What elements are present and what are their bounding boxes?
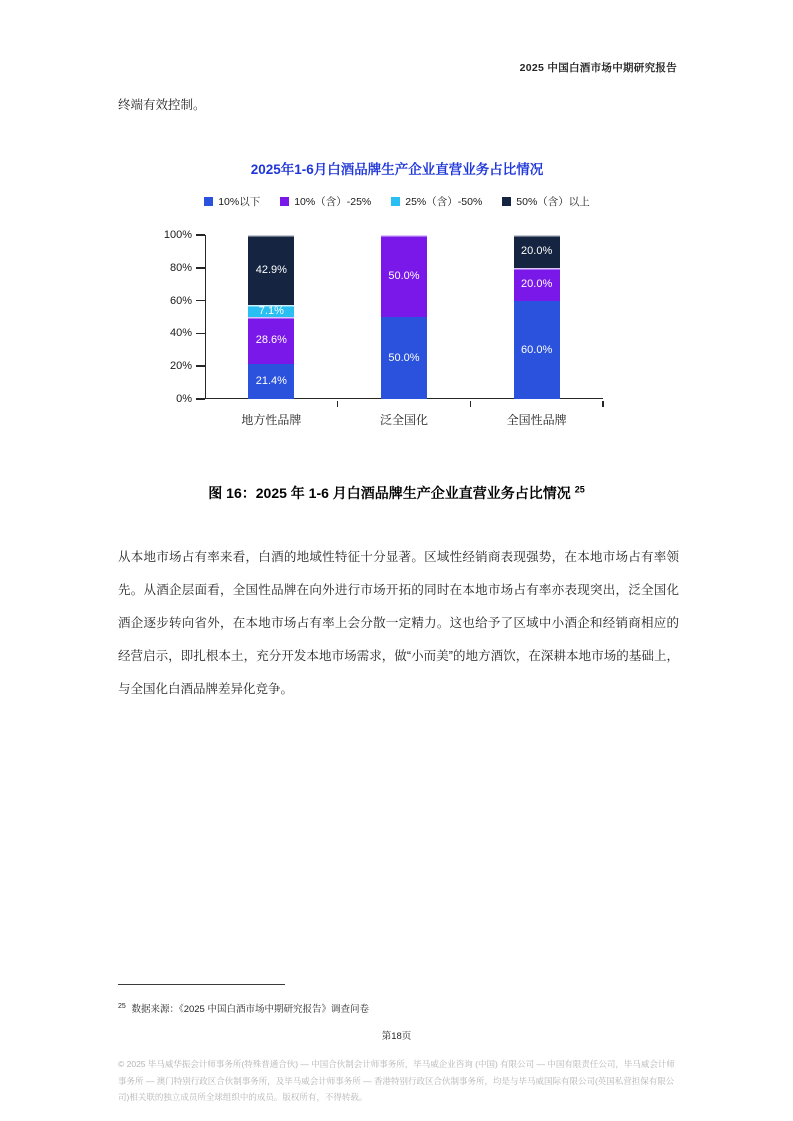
bar-segment <box>248 305 294 317</box>
bar-segment-value-label: 20.0% <box>521 278 553 291</box>
legend-swatch-icon <box>391 197 400 206</box>
bar-segment-value-label: 42.9% <box>255 264 287 277</box>
footnote-divider <box>118 984 285 985</box>
y-axis-tick-label: 80% <box>169 261 192 274</box>
footnote <box>118 1001 369 1015</box>
figure-caption <box>0 483 793 503</box>
bar-segment <box>248 317 294 364</box>
figure-caption-text: 图 16：2025 年 1-6 月白酒品牌生产企业直营业务占比情况 <box>208 485 571 501</box>
x-axis-tick-mark <box>337 401 339 407</box>
x-axis-category-label: 地方性品牌 <box>241 413 302 427</box>
bar-泛全国化 <box>381 235 427 399</box>
bar-segment-value-label: 50.0% <box>388 352 420 364</box>
bar-segment <box>381 317 427 399</box>
legend-label: 25%（含）-50% <box>405 196 483 208</box>
y-axis-tick-mark <box>196 267 205 269</box>
bar-segment <box>248 364 294 399</box>
bar-segment-value-label: 21.4% <box>255 375 287 388</box>
y-axis-tick-label: 20% <box>169 360 192 373</box>
y-axis-tick-label: 100% <box>163 229 192 241</box>
bar-segment <box>514 268 560 301</box>
footer-copyright: © 2025 毕马威华振会计师事务所(特殊普通合伙) — 中国合伙制会计师事务所，毕马威企业咨询 (中国) 有限公司 — 中国有限责任公司，毕马威会计师事务所 — 澳门特别行政区合伙制事务所，及毕马威会计师事务所 — 香港特别行政区合伙制事务所，均是与毕马威国际有限公司(英国私营担保有限公司)相关联的独立成员所全球组织中的成员。版权所有，不得转载。 <box>118 1059 675 1103</box>
footnote-marker: 25 <box>118 1002 126 1010</box>
chart-title: 2025年1-6月白酒品牌生产企业直营业务占比情况 <box>250 162 544 177</box>
footnote-text: 数据来源：《2025 中国白酒市场中期研究报告》调查问卷 <box>131 1004 369 1015</box>
stacked-bar-chart <box>118 158 676 427</box>
y-axis-tick-label: 40% <box>169 327 192 340</box>
legend-label: 10%以下 <box>218 196 261 208</box>
x-axis-tick-mark <box>470 401 472 407</box>
legend-swatch-icon <box>502 197 511 206</box>
y-axis-tick-mark <box>196 234 205 236</box>
body-paragraph: 从本地市场占有率来看，白酒的地域性特征十分显著。区域性经销商表现强势，在本地市场占有率领先。从酒企层面看，全国性品牌在向外进行市场开拓的同时在本地市场占有率亦表现突出，泛全国化酒企逐步转向省外，在本地市场占有率上会分散一定精力。这也给予了区域中小酒企和经销商相应的经营启示，即扎根本土，充分开发本地市场需求，做“小而美”的地方酒饮，在深耕本地市场的基础上，与全国化白酒品牌差异化竞争。 <box>118 550 679 696</box>
document-header-title: 2025 中国白酒市场中期研究报告 <box>519 62 677 74</box>
legend-item <box>502 194 590 209</box>
bar-segment <box>514 301 560 399</box>
bar-segment-value-label: 7.1% <box>258 305 284 318</box>
y-axis-tick-mark <box>196 365 205 367</box>
bar-全国性品牌 <box>514 235 560 399</box>
bar-segment <box>514 235 560 268</box>
y-axis-tick-label: 60% <box>169 294 192 307</box>
x-axis-tick-mark <box>602 401 604 407</box>
chart-legend <box>118 194 676 209</box>
legend-item <box>391 194 482 209</box>
y-axis-tick-label: 0% <box>176 393 192 405</box>
bar-segment <box>381 235 427 317</box>
legend-swatch-icon <box>204 197 213 206</box>
figure-caption-footnote-ref: 25 <box>574 484 585 495</box>
page-number: 第18页 <box>381 1031 412 1042</box>
y-axis-tick-mark <box>196 333 205 335</box>
x-axis-category-label: 全国性品牌 <box>506 413 567 427</box>
bar-segment-value-label: 28.6% <box>255 334 287 347</box>
bar-segment <box>248 235 294 305</box>
chart-plot <box>163 229 603 427</box>
bar-segment-value-label: 50.0% <box>388 270 420 282</box>
legend-item <box>204 194 260 209</box>
legend-swatch-icon <box>280 197 289 206</box>
y-axis-tick-mark <box>196 300 205 302</box>
bar-地方性品牌 <box>248 235 294 399</box>
x-axis-category-label: 泛全国化 <box>379 413 429 427</box>
bar-segment-value-label: 20.0% <box>521 245 553 258</box>
intro-paragraph: 终端有效控制。 <box>118 98 206 112</box>
legend-label: 50%（含）以上 <box>516 196 590 208</box>
legend-item <box>280 194 371 209</box>
bar-segment-value-label: 60.0% <box>521 343 553 356</box>
legend-label: 10%（含）-25% <box>294 196 372 208</box>
y-axis-tick-mark <box>196 398 205 400</box>
